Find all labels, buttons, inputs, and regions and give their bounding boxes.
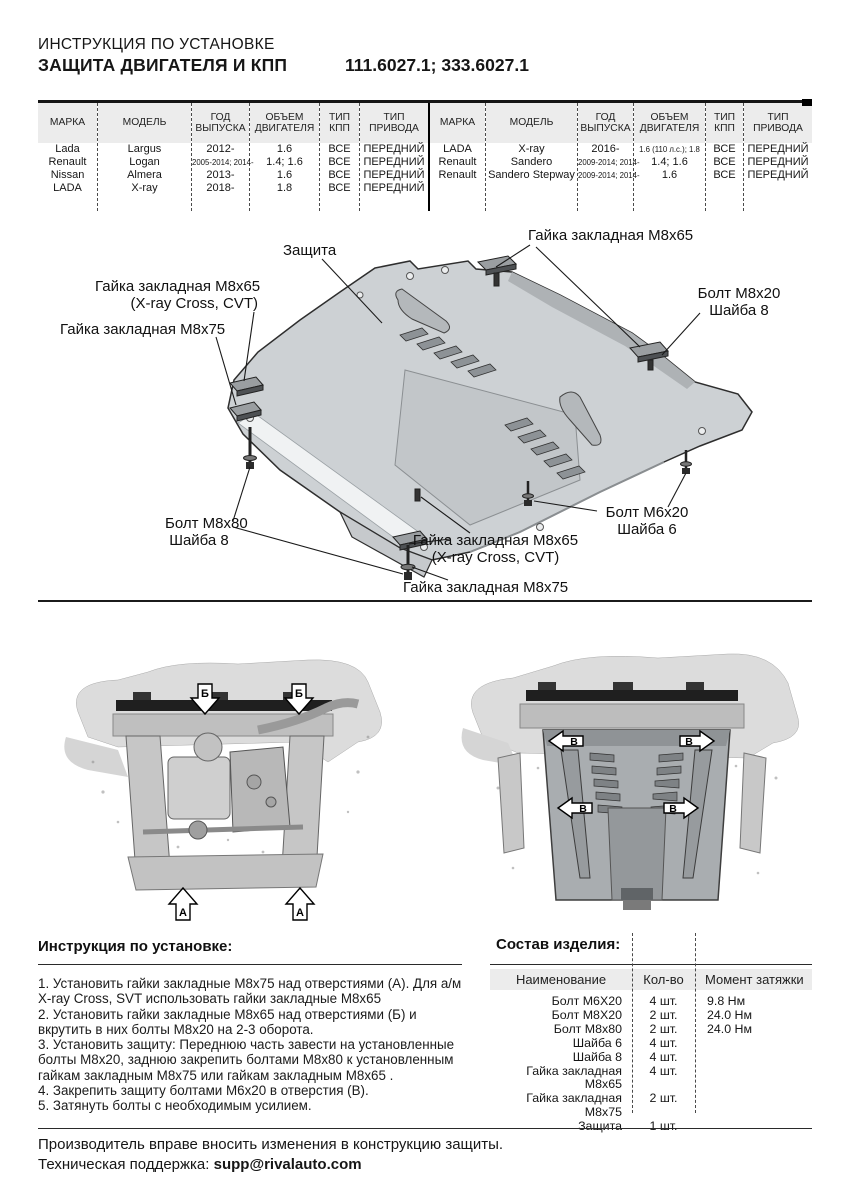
gearbox [230, 747, 290, 832]
instruction-step: 2. Установить гайки закладные М8х65 над отверстиями (Б) и вкрутить в них болты М8х20 на 2-3 оборота. [38, 1006, 417, 1037]
fitment-column-header: ОБЪЕМ ДВИГАТЕЛЯ [634, 103, 705, 143]
part-torque [695, 1051, 812, 1065]
instructions-steps [38, 976, 464, 1114]
marker-letter-v: В [669, 803, 677, 815]
part-numbers: 111.6027.1; 333.6027.1 [345, 55, 529, 75]
label-nut-m8x65-left: Гайка закладная М8х65 (X-ray Cross, CVT) [95, 278, 261, 312]
parts-dashed-line-1 [632, 933, 633, 1113]
parts-rows [490, 995, 812, 1134]
label-zashchita: Защита [283, 242, 337, 259]
fitment-cell: ПЕРЕДНИЙ [363, 143, 425, 155]
fitment-cell: 1.6 [661, 169, 678, 181]
part-name: Шайба 8 [572, 1049, 622, 1064]
fitment-cell: X-ray [131, 182, 158, 194]
radiator-bar [526, 690, 738, 701]
fitment-column-header: ТИП КПП [706, 103, 743, 143]
parts-row [490, 995, 812, 1009]
fitment-cell: 2012- [206, 143, 235, 155]
fitment-cell: 2005-2014; 2014- [192, 158, 254, 167]
fitment-cell: 1.4; 1.6 [651, 156, 688, 168]
fitment-cell: ВСЕ [328, 169, 351, 181]
label-bolt-m6x20: Болт М6х20 Шайба 6 [605, 504, 689, 538]
footer-support [38, 1156, 362, 1173]
subframe-rail-left [126, 736, 170, 874]
label-bolt-m8x20: Болт М8х20 Шайба 8 [697, 285, 781, 319]
part-torque: 24.0 Нм [707, 1021, 753, 1036]
part-torque [695, 1065, 812, 1093]
fitment-column-header: ГОД ВЫПУСКА [192, 103, 249, 143]
parts-row [490, 1037, 812, 1051]
fitment-column [744, 103, 812, 211]
engine-block [168, 757, 230, 819]
part-name: Болт М6Х20 [551, 994, 622, 1008]
fitment-cell: ПЕРЕДНИЙ [363, 182, 425, 194]
fitment-column [430, 103, 486, 211]
fitment-cell: 1.8 [276, 182, 293, 194]
fitment-table-right [428, 103, 812, 211]
part-qty: 2 шт. [649, 1021, 678, 1036]
part-name: Шайба 6 [572, 1035, 622, 1050]
label-nut-m8x65-bottom: Гайка закладная М8х65 (X-ray Cross, CVT) [412, 532, 579, 566]
side-bracket-left [498, 753, 524, 853]
underbody-view-before [58, 642, 394, 922]
fitment-cell: 2018- [206, 182, 235, 194]
fitment-cell: 2013- [206, 169, 235, 181]
fitment-cell: ВСЕ [713, 143, 736, 155]
fitment-column-header: МАРКА [38, 103, 97, 143]
fitment-cell: ПЕРЕДНИЙ [363, 156, 425, 168]
label-bolt-m8x80: Болт М8х80 Шайба 8 [165, 515, 248, 549]
fitment-cell: ВСЕ [328, 143, 351, 155]
fitment-cell: Nissan [50, 169, 85, 181]
table-corner-mark [802, 99, 812, 106]
marker-letter-b: Б [295, 688, 303, 700]
marker-letter-b: Б [201, 688, 209, 700]
fitment-cell: Renault [438, 169, 477, 181]
footer-divider [38, 1128, 812, 1129]
instruction-step: 1. Установить гайки закладные М8х75 над отверстиями (А). Для а/м X-ray Cross, SVT использовать гайки закладные М8х65 [38, 976, 462, 1007]
part-qty: 4 шт. [649, 1049, 678, 1064]
fitment-column [578, 103, 640, 211]
fitment-column [360, 103, 428, 211]
fitment-column [250, 103, 320, 211]
parts-col-name: Наименование [515, 972, 607, 987]
fitment-column [486, 103, 578, 211]
fitment-cell: LADA [443, 143, 472, 155]
fitment-column-header: МОДЕЛЬ [98, 103, 191, 143]
fitment-column-header: ТИП КПП [320, 103, 359, 143]
fitment-cell: X-ray [518, 143, 545, 155]
parts-divider [490, 964, 812, 965]
fitment-cell: Renault [438, 156, 477, 168]
support-label: Техническая поддержка: [38, 1156, 214, 1173]
lower-crossmember [128, 854, 323, 890]
fitment-cell: Sandero [510, 156, 553, 168]
instructions-title: Инструкция по установке: [38, 938, 233, 955]
hole-markers-a [169, 888, 314, 920]
fitment-cell: ПЕРЕДНИЙ [363, 169, 425, 181]
parts-header-row [490, 969, 812, 990]
fitment-cell: 1.6 (110 л.с.); 1.8 [639, 145, 700, 154]
fitment-cell: 1.4; 1.6 [266, 156, 303, 168]
fitment-cell: Logan [129, 156, 160, 168]
instruction-step: 5. Затянуть болты с необходимым усилием. [38, 1098, 312, 1114]
marker-letter-a: А [179, 907, 187, 919]
part-torque: 24.0 Нм [707, 1007, 753, 1022]
underbody-view-installed [458, 638, 806, 920]
section-divider [38, 600, 812, 602]
instruction-step: 4. Закрепить защиту болтами М6х20 в отверстия (В). [38, 1083, 369, 1099]
fitment-cell: ПЕРЕДНИЙ [747, 169, 809, 181]
part-qty: 4 шт. [649, 1035, 678, 1050]
fitment-column-header: ОБЪЕМ ДВИГАТЕЛЯ [250, 103, 319, 143]
marker-letter-v: В [579, 803, 587, 815]
fitment-cell: 1.6 [276, 143, 293, 155]
parts-row [490, 1023, 812, 1037]
fitment-tables [38, 100, 812, 211]
fitment-column [98, 103, 192, 211]
fitment-column-header: ТИП ПРИВОДА [360, 103, 428, 143]
parts-row [490, 1009, 812, 1023]
instruction-step: 3. Установить защиту: Переднюю часть завести на установленные болты М8х20, заднюю закрепить болтами М8х80 к установленным гайкам закладным М8х75 или гайкам закладным М8х65 . [38, 1037, 455, 1083]
footer-note: Производитель вправе вносить изменения в конструкцию защиты. [38, 1136, 504, 1153]
parts-row [490, 1051, 812, 1065]
fitment-cell: ВСЕ [713, 169, 736, 181]
part-name: Гайка закладная М8х65 [526, 1063, 622, 1092]
fitment-cell: Renault [48, 156, 87, 168]
parts-title: Состав изделия: [496, 936, 621, 953]
fitment-cell: ПЕРЕДНИЙ [747, 156, 809, 168]
part-qty: 2 шт. [649, 1091, 678, 1106]
part-qty: 2 шт. [649, 1007, 678, 1022]
fitment-column [634, 103, 706, 211]
fitment-column [38, 103, 98, 211]
fitment-column-header: ГОД ВЫПУСКА [578, 103, 633, 143]
fitment-cell: ВСЕ [713, 156, 736, 168]
fitment-cell: 1.6 [276, 169, 293, 181]
part-name: Болт М8х80 [553, 1021, 622, 1036]
part-qty: 4 шт. [649, 1063, 678, 1078]
label-nut-m8x75-bottom: Гайка закладная М8х75 [403, 579, 569, 596]
instructions-divider [38, 964, 462, 965]
fitment-column-header: ТИП ПРИВОДА [744, 103, 812, 143]
doc-title: ЗАЩИТА ДВИГАТЕЛЯ И КПП [38, 55, 288, 75]
side-bracket-right [740, 753, 766, 853]
marker-letter-v: В [570, 736, 578, 748]
parts-col-torque: Момент затяжки [705, 972, 804, 987]
part-name: Гайка закладная М8х75 [526, 1091, 622, 1120]
part-qty: 1 шт. [649, 1119, 678, 1134]
fitment-cell: 2009-2014; 2014- [578, 171, 640, 180]
parts-row [490, 1092, 812, 1120]
label-nut-m8x75-left: Гайка закладная М8х75 [60, 321, 226, 338]
fitment-column [192, 103, 254, 211]
part-torque [695, 1037, 812, 1051]
fitment-cell: Lada [55, 143, 80, 155]
fitment-cell: 2016- [591, 143, 620, 155]
part-torque: 9.8 Нм [707, 994, 746, 1008]
fitment-cell: LADA [53, 182, 82, 194]
fitment-cell: ВСЕ [328, 156, 351, 168]
part-name: Защита [578, 1119, 622, 1134]
fitment-column-header: МОДЕЛЬ [486, 103, 577, 143]
fitment-cell: 2009-2014; 2014- [578, 158, 640, 167]
fitment-column [706, 103, 744, 211]
support-email: supp@rivalauto.com [213, 1156, 362, 1173]
parts-row [490, 1065, 812, 1093]
fitment-cell: Almera [127, 169, 162, 181]
fitment-table-left [38, 103, 428, 211]
parts-col-qty: Кол-во [643, 972, 684, 987]
marker-letter-a: А [296, 907, 304, 919]
fitment-column-header: МАРКА [430, 103, 485, 143]
doc-subtitle: ИНСТРУКЦИЯ ПО УСТАНОВКЕ [38, 36, 275, 53]
fitment-cell: ВСЕ [328, 182, 351, 194]
part-qty: 4 шт. [649, 994, 678, 1008]
label-nut-m8x65-top: Гайка закладная М8х65 [528, 227, 694, 244]
fitment-cell: Sandero Stepway [488, 169, 575, 181]
fitment-column [320, 103, 360, 211]
part-name: Болт М8Х20 [551, 1007, 622, 1022]
fitment-cell: Largus [127, 143, 162, 155]
marker-letter-v: В [685, 736, 693, 748]
fitment-cell: ПЕРЕДНИЙ [747, 143, 809, 155]
part-torque [695, 1092, 812, 1120]
parts-dashed-line-2 [695, 933, 696, 1113]
